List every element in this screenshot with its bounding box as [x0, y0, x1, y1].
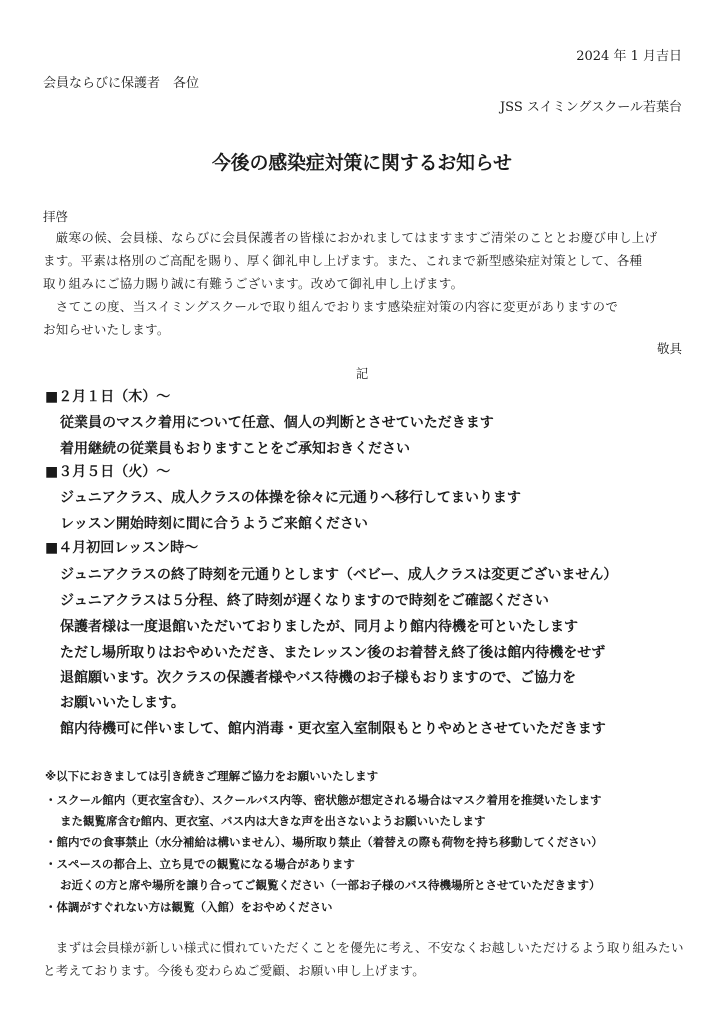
note-line: ・スクール館内（更衣室含む）、スクールバス内等、密状態が想定される場合はマスク着用を推奨いたします [45, 793, 602, 807]
section-line: お願いいたします。 [60, 695, 185, 711]
section-line: 館内待機可に伴いまして、館内消毒・更衣室入室制限もとりやめとさせていただきます [60, 721, 606, 737]
intro-line: 取り組みにご協力賜り誠に有難うございます。改めて御礼申し上げます。 [43, 276, 464, 291]
closing-phrase: 敬具 [656, 341, 682, 356]
section-line: 従業員のマスク着用について任意、個人の判断とさせていただきます [60, 415, 494, 431]
section-line: 保護者様は一度退館いただいておりましたが、同月より館内待機を可といたします [60, 619, 578, 635]
intro-line: 厳寒の候、会員様、ならびに会員保護者の皆様におかれましてはますますご清栄のこととお慶び申し上げ [43, 230, 658, 245]
addressee: 会員ならびに保護者 各位 [43, 76, 200, 91]
final-line: と考えております。今後も変わらぬご愛顧、お願い申し上げます。 [43, 963, 426, 978]
section-line: ただし場所取りはおやめいただき、またレッスン後のお着替え終了後は館内待機をせず [60, 645, 606, 661]
section-line: ジュニアクラスの終了時刻を元通りとします（ベビー、成人クラスは変更ございません） [60, 567, 618, 583]
intro-line: さてこの度、当スイミングスクールで取り組んでおります感染症対策の内容に変更がありますので [43, 299, 619, 314]
intro-line: ます。平素は格別のご高配を賜り、厚く御礼申し上げます。また、これまで新型感染症対策として、各種 [43, 253, 643, 268]
section-line: ジュニアクラスは５分程、終了時刻が遅くなりますので時刻をご確認ください [60, 593, 549, 609]
note-line: また観覧席含む館内、更衣室、バス内は大きな声を出さないようお願いいたします [60, 814, 486, 828]
note-line: ・館内での食事禁止（水分補給は構いません）、場所取り禁止（着替えの際も荷物を持ち移動してください） [45, 835, 603, 849]
section-line: 着用継続の従業員もおりますことをご承知おきください [60, 441, 410, 457]
section-heading: ■２月１日（木）～ [45, 389, 171, 405]
ki-marker: 記 [355, 367, 369, 381]
intro-line: お知らせいたします。 [43, 322, 170, 337]
note-line: お近くの方と席や場所を譲り合ってご観覧ください（一部お子様のバス待機場所とさせていただきます） [60, 878, 601, 892]
section-line: 退館願います。次クラスの保護者様やバス待機のお子様もおりますので、ご協力を [60, 670, 577, 686]
document-title: 今後の感染症対策に関するお知らせ [212, 152, 512, 174]
section-heading: ■３月５日（火）～ [45, 464, 171, 480]
notes-heading: ※以下におきましては引き続きご理解ご協力をお願いいたします [45, 769, 379, 783]
note-line: ・スペースの都合上、立ち見での観覧になる場合があります [45, 857, 355, 871]
final-line: まずは会員様が新しい様式に慣れていただくことを優先に考え、不安なくお越しいただけるよう取り組みたい [43, 940, 684, 955]
sender-name: JSS スイミングスクール若葉台 [499, 100, 682, 115]
section-line: ジュニアクラス、成人クラスの体操を徐々に元通りへ移行してまいります [60, 490, 521, 506]
note-line: ・体調がすぐれない方は観覧（入館）をおやめください [45, 900, 333, 914]
issue-date: 2024 年 1 月吉日 [576, 49, 682, 64]
section-line: レッスン開始時刻に間に合うようご来館ください [60, 516, 368, 532]
section-heading: ■４月初回レッスン時～ [45, 540, 199, 556]
greeting: 拝啓 [43, 209, 69, 224]
